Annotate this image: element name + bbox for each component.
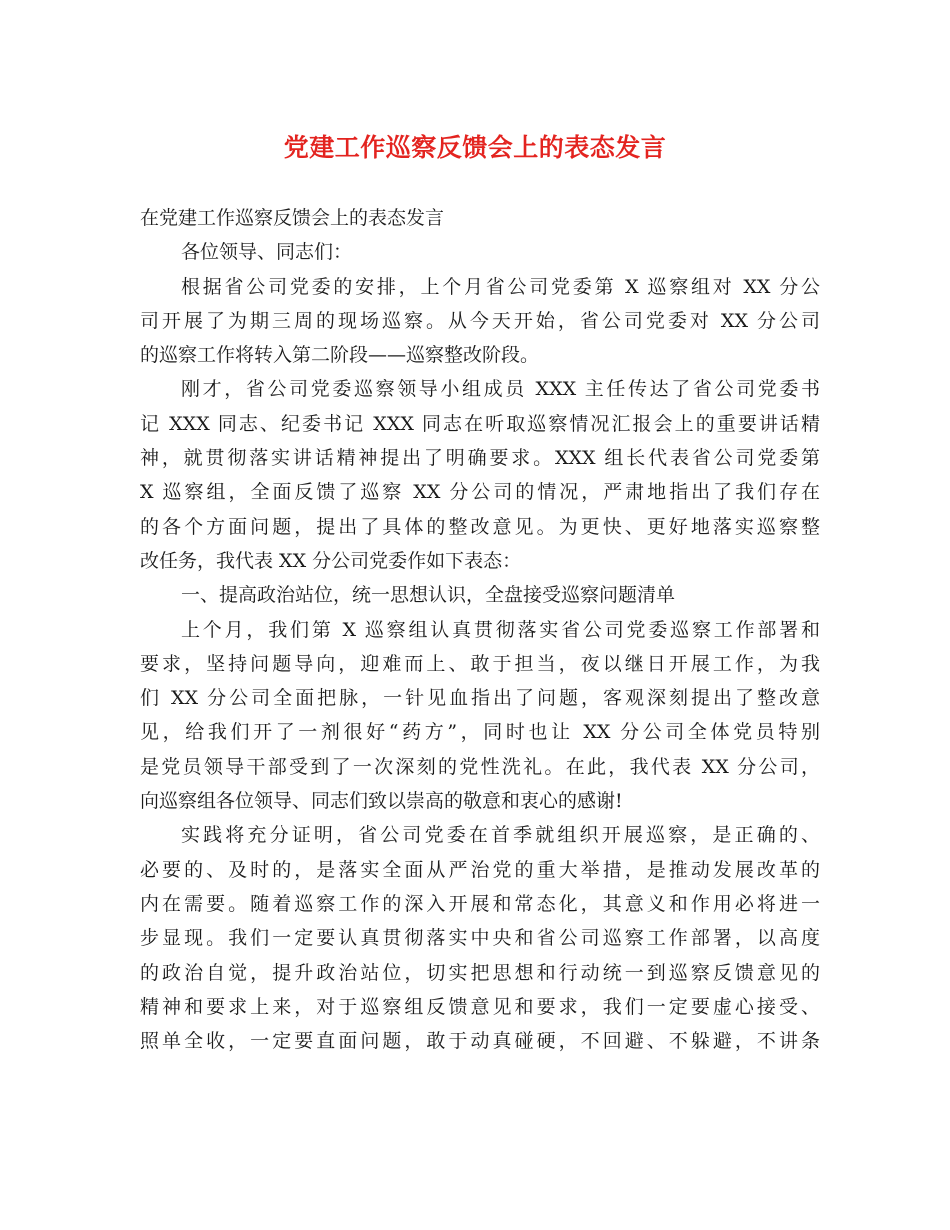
text-line: 在党建工作巡察反馈会上的表态发言 [140, 207, 445, 229]
text-line: 是党员领导干部受到了一次深刻的党性洗礼。在此，我代表 XX 分公司， [140, 755, 820, 778]
text-line: 向巡察组各位领导、同志们致以崇高的敬意和衷心的感谢! [140, 790, 623, 813]
text-line: 记 XXX 同志、纪委书记 XXX 同志在听取巡察情况汇报会上的重要讲话精 [140, 412, 820, 435]
document-title: 党建工作巡察反馈会上的表态发言 [283, 133, 667, 162]
text-line: 精神和要求上来，对于巡察组反馈意见和要求，我们一定要虚心接受、 [140, 995, 820, 1018]
text-line: 上个月，我们第 X 巡察组认真贯彻落实省公司党委巡察工作部署和 [181, 618, 820, 641]
text-line: 改任务，我代表 XX 分公司党委作如下表态： [140, 549, 522, 572]
text-line: 司开展了为期三周的现场巡察。从今天开始，省公司党委对 XX 分公司 [140, 309, 820, 332]
text-line: 一、提高政治站位，统一思想认识，全盘接受巡察问题清单 [181, 584, 676, 607]
text-line: 步显现。我们一定要认真贯彻落实中央和省公司巡察工作部署，以高度 [140, 927, 820, 950]
text-line: 们 XX 分公司全面把脉，一针见血指出了问题，客观深刻提出了整改意 [140, 687, 820, 710]
text-line: 的政治自觉，提升政治站位，切实把思想和行动统一到巡察反馈意见的 [140, 961, 820, 984]
text-line: 的各个方面问题，提出了具体的整改意见。为更快、更好地落实巡察整 [140, 515, 820, 538]
text-line: 要求，坚持问题导向，迎难而上、敢于担当，夜以继日开展工作，为我 [140, 652, 820, 675]
text-line: 必要的、及时的，是落实全面从严治党的重大举措，是推动发展改革的 [140, 858, 820, 881]
text-line: 刚才，省公司党委巡察领导小组成员 XXX 主任传达了省公司党委书 [181, 378, 820, 401]
text-line: X 巡察组，全面反馈了巡察 XX 分公司的情况，严肃地指出了我们存在 [140, 481, 820, 504]
text-line: 根据省公司党委的安排，上个月省公司党委第 X 巡察组对 XX 分公 [181, 275, 820, 298]
text-line: 内在需要。随着巡察工作的深入开展和常态化，其意义和作用必将进一 [140, 892, 820, 915]
text-line: 各位领导、同志们： [181, 241, 353, 264]
text-line: 神，就贯彻落实讲话精神提出了明确要求。XXX 组长代表省公司党委第 [140, 447, 820, 470]
text-line: 见，给我们开了一剂很好“药方”，同时也让 XX 分公司全体党员特别 [140, 721, 820, 744]
document-body [140, 201, 820, 1058]
text-line: 实践将充分证明，省公司党委在首季就组织开展巡察，是正确的、 [181, 824, 820, 847]
text-line: 照单全收，一定要直面问题，敢于动真碰硬，不回避、不躲避，不讲条 [140, 1030, 820, 1053]
text-line: 的巡察工作将转入第二阶段——巡察整改阶段。 [140, 344, 540, 367]
